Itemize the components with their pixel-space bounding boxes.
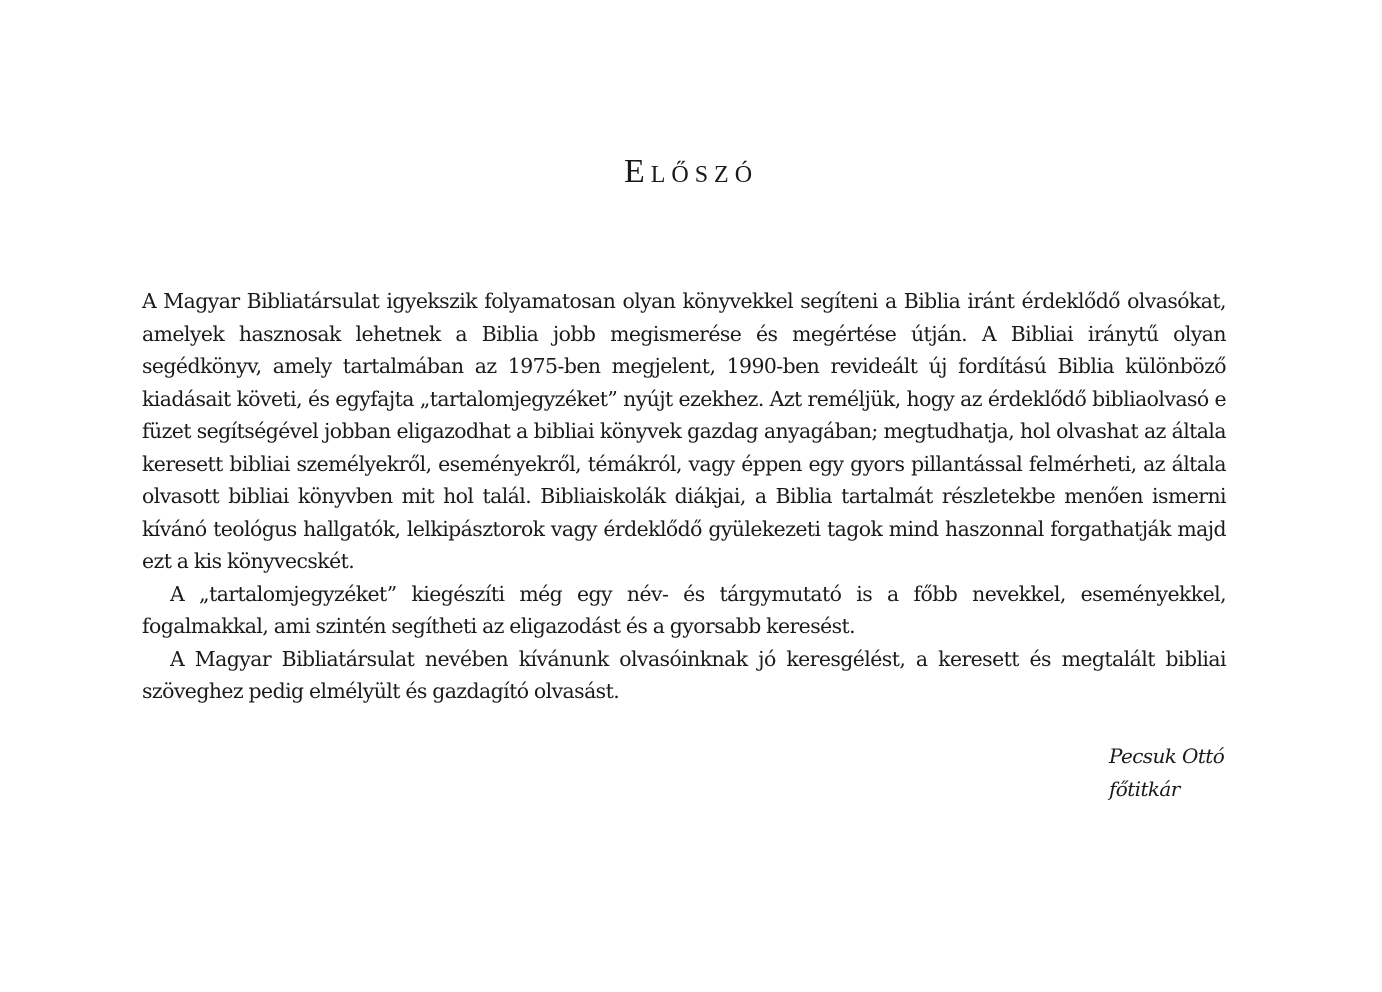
- paragraph-3: A Magyar Bibliatársulat nevében kívánunk olvasóinknak jó keresgélést, a keresett és megtalált bibliai szöveghez pedig elmélyült és gazdagító olvasást.: [142, 646, 1226, 703]
- signature-block: [1109, 740, 1224, 805]
- paragraph-2: A „tartalomjegyzéket” kiegészíti még egy név- és tárgymutató is a főbb nevekkel, eseményekkel, fogalmakkal, ami szintén segítheti az eligazodást és a gyorsabb keresést.: [142, 581, 1226, 638]
- title-first-letter: E: [623, 153, 651, 190]
- paragraph-1: A Magyar Bibliatársulat igyekszik folyamatosan olyan könyvekkel segíteni a Biblia iránt érdeklődő olvasókat, amelyek hasznosak lehetnek a Biblia jobb megismerése és megértése útján. A Bibliai iránytű olyan segédkönyv, amely tartalmában az 1975-ben megjelent, 1990-ben revideált új fordítású Biblia különböző kiadásait követi, és egyfajta „tartalomjegyzéket” nyújt ezekhez. Azt reméljük, hogy az érdeklődő bibliaolvasó e füzet segítségével jobban eligazodhat a bibliai könyvek gazdag anyagában; megtudhatja, hol olvashat az általa keresett bibliai személyekről, eseményekről, témákról, vagy éppen egy gyors pillantással felmérheti, az általa olvasott bibliai könyvben mit hol talál. Bibliaiskolák diákjai, a Biblia tartalmát részletekbe menően ismerni kívánó teológus hallgatók, lelkipásztorok vagy érdeklődő gyülekezeti tagok mind haszonnal forgathatják majd ezt a kis könyvecskét.: [142, 289, 1226, 573]
- preface-body: [142, 285, 1226, 708]
- signature-role: főtitkár: [1109, 776, 1180, 801]
- title-rest: LŐSZÓ: [650, 162, 759, 188]
- signature-name: Pecsuk Ottó: [1109, 744, 1225, 768]
- page-title: [0, 150, 1382, 197]
